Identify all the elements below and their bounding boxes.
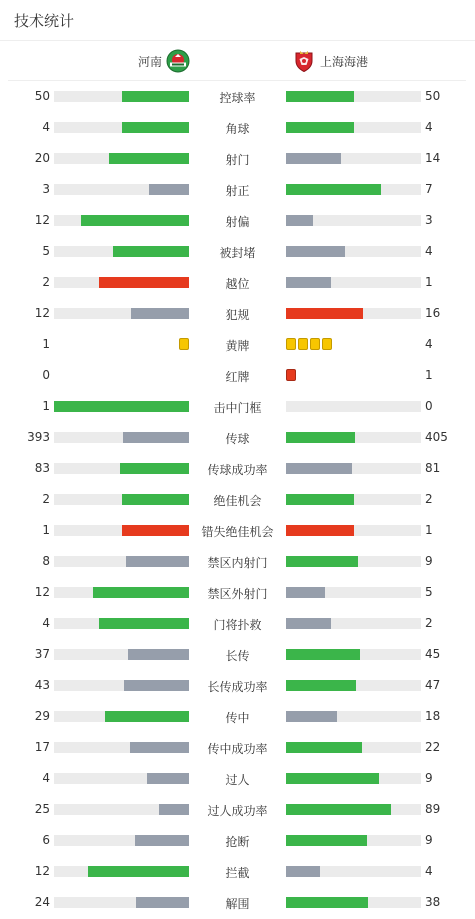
stat-row [0, 298, 475, 329]
home-value: 4 [42, 616, 50, 630]
home-bar-track [54, 525, 189, 536]
home-bar-fill [99, 277, 189, 288]
away-bar-track [286, 277, 421, 288]
home-value: 17 [34, 740, 50, 754]
home-bar-track [54, 494, 189, 505]
away-bar-fill [286, 277, 331, 288]
stat-label: 传球 [225, 432, 250, 446]
home-bar-fill [88, 866, 189, 877]
home-value: 37 [34, 647, 50, 661]
home-value: 24 [34, 895, 50, 909]
home-value: 29 [34, 709, 50, 723]
away-value: 7 [425, 182, 433, 196]
away-bar-fill [286, 897, 368, 908]
away-bar-track [286, 246, 421, 257]
home-value: 393 [27, 430, 50, 444]
home-bar-track [54, 587, 189, 598]
stat-row [0, 112, 475, 143]
home-bar-fill [122, 525, 190, 536]
away-team-name: 上海海港 [320, 54, 369, 69]
away-bar-fill [286, 773, 379, 784]
stat-row [0, 422, 475, 453]
away-bar-track [286, 494, 421, 505]
away-value: 1 [425, 368, 433, 382]
away-bar-track [286, 463, 421, 474]
away-bar-track [286, 680, 421, 691]
away-cards [286, 338, 334, 351]
home-value: 1 [42, 337, 50, 351]
away-bar-track [286, 184, 421, 195]
home-value: 83 [34, 461, 50, 475]
home-value: 50 [34, 89, 50, 103]
stat-row [0, 763, 475, 794]
away-bar-track [286, 773, 421, 784]
stat-row [0, 484, 475, 515]
away-value: 0 [425, 399, 433, 413]
stat-row [0, 391, 475, 422]
stat-label: 角球 [225, 122, 250, 136]
red-card-icon [286, 369, 296, 381]
away-bar-fill [286, 680, 356, 691]
stat-label: 击中门框 [213, 401, 262, 415]
home-bar-track [54, 618, 189, 629]
yellow-card-icon [310, 338, 320, 350]
home-bar-track [54, 91, 189, 102]
stat-row [0, 794, 475, 825]
home-value: 25 [34, 802, 50, 816]
home-value: 4 [42, 771, 50, 785]
home-value: 12 [34, 213, 50, 227]
home-bar-fill [54, 401, 189, 412]
stat-label: 禁区内射门 [207, 556, 268, 570]
stat-row [0, 515, 475, 546]
stat-row [0, 546, 475, 577]
away-value: 9 [425, 771, 433, 785]
home-bar-track [54, 897, 189, 908]
stat-label: 过人成功率 [207, 804, 268, 818]
home-bar-fill [93, 587, 189, 598]
away-bar-fill [286, 246, 345, 257]
stat-row [0, 81, 475, 112]
stat-label: 黄牌 [225, 339, 250, 353]
stat-label: 长传成功率 [207, 680, 268, 694]
away-bar-track [286, 649, 421, 660]
away-value: 22 [425, 740, 441, 754]
away-value: 2 [425, 492, 433, 506]
away-value: 1 [425, 275, 433, 289]
home-bar-fill [147, 773, 189, 784]
home-bar-fill [135, 835, 189, 846]
home-bar-track [54, 556, 189, 567]
away-value: 3 [425, 213, 433, 227]
stat-label: 越位 [225, 277, 250, 291]
yellow-card-icon [179, 338, 189, 350]
away-team [292, 50, 368, 72]
stat-label: 射正 [225, 184, 250, 198]
stat-row [0, 267, 475, 298]
shanghai-port-crest-icon [292, 49, 316, 73]
stat-label: 过人 [225, 773, 250, 787]
stats-list [0, 81, 475, 918]
home-bar-track [54, 122, 189, 133]
home-bar-fill [122, 91, 190, 102]
home-value: 4 [42, 120, 50, 134]
home-bar-track [54, 773, 189, 784]
away-value: 4 [425, 864, 433, 878]
away-value: 38 [425, 895, 441, 909]
home-bar-fill [105, 711, 189, 722]
home-bar-fill [124, 680, 189, 691]
stat-row [0, 174, 475, 205]
stat-label: 长传 [225, 649, 250, 663]
away-bar-fill [286, 91, 354, 102]
home-value: 8 [42, 554, 50, 568]
away-value: 9 [425, 833, 433, 847]
header [0, 0, 475, 41]
away-bar-fill [286, 835, 367, 846]
home-bar-track [54, 308, 189, 319]
stat-row [0, 670, 475, 701]
yellow-card-icon [322, 338, 332, 350]
home-bar-fill [128, 649, 189, 660]
away-bar-track [286, 525, 421, 536]
away-bar-fill [286, 556, 358, 567]
home-bar-track [54, 463, 189, 474]
away-bar-track [286, 711, 421, 722]
away-value: 4 [425, 120, 433, 134]
stat-row [0, 205, 475, 236]
away-bar-track [286, 122, 421, 133]
home-value: 3 [42, 182, 50, 196]
stat-row [0, 360, 475, 391]
away-bar-fill [286, 463, 352, 474]
away-bar-track [286, 308, 421, 319]
home-value: 20 [34, 151, 50, 165]
stat-label: 传中成功率 [207, 742, 268, 756]
stat-label: 绝佳机会 [213, 494, 262, 508]
home-value: 12 [34, 306, 50, 320]
away-bar-fill [286, 153, 341, 164]
stat-row [0, 143, 475, 174]
page-title: 技术统计 [14, 12, 75, 30]
away-bar-track [286, 432, 421, 443]
home-bar-track [54, 680, 189, 691]
home-bar-fill [122, 494, 190, 505]
home-bar-fill [130, 742, 189, 753]
home-bar-track [54, 153, 189, 164]
away-value: 89 [425, 802, 441, 816]
away-value: 5 [425, 585, 433, 599]
home-bar-fill [81, 215, 189, 226]
away-value: 405 [425, 430, 448, 444]
home-bar-fill [99, 618, 189, 629]
stat-label: 传球成功率 [207, 463, 268, 477]
away-bar-fill [286, 618, 331, 629]
away-value: 4 [425, 244, 433, 258]
home-team-name: 河南 [137, 54, 162, 69]
home-bar-fill [120, 463, 189, 474]
away-value: 81 [425, 461, 441, 475]
stat-row [0, 887, 475, 918]
away-value: 16 [425, 306, 441, 320]
away-bar-fill [286, 711, 337, 722]
away-bar-fill [286, 184, 381, 195]
away-bar-track [286, 804, 421, 815]
stat-label: 门将扑救 [213, 618, 262, 632]
home-bar-fill [126, 556, 189, 567]
stat-row [0, 732, 475, 763]
home-bar-fill [131, 308, 189, 319]
home-bar-track [54, 215, 189, 226]
henan-fc-crest-icon [166, 49, 190, 73]
home-bar-fill [149, 184, 190, 195]
home-value: 6 [42, 833, 50, 847]
stat-label: 射偏 [225, 215, 250, 229]
away-bar-track [286, 215, 421, 226]
home-value: 0 [42, 368, 50, 382]
teams-header [8, 41, 466, 81]
home-bar-track [54, 866, 189, 877]
home-value: 2 [42, 275, 50, 289]
stat-row [0, 329, 475, 360]
stat-row [0, 453, 475, 484]
away-value: 50 [425, 89, 441, 103]
home-bar-track [54, 804, 189, 815]
home-bar-fill [113, 246, 189, 257]
stat-label: 传中 [225, 711, 250, 725]
away-value: 2 [425, 616, 433, 630]
home-bar-fill [123, 432, 189, 443]
home-bar-track [54, 711, 189, 722]
away-bar-track [286, 866, 421, 877]
home-bar-track [54, 835, 189, 846]
away-value: 9 [425, 554, 433, 568]
away-bar-track [286, 742, 421, 753]
home-bar-fill [159, 804, 189, 815]
home-bar-fill [122, 122, 190, 133]
stat-label: 射门 [225, 153, 250, 167]
stat-row [0, 236, 475, 267]
away-bar-fill [286, 804, 391, 815]
stat-label: 红牌 [225, 370, 250, 384]
away-bar-track [286, 587, 421, 598]
away-bar-fill [286, 308, 363, 319]
home-value: 5 [42, 244, 50, 258]
stat-label: 解围 [225, 897, 250, 911]
home-bar-track [54, 277, 189, 288]
stat-label: 控球率 [219, 91, 256, 105]
away-bar-fill [286, 122, 354, 133]
away-bar-fill [286, 525, 354, 536]
stat-label: 犯规 [225, 308, 250, 322]
away-value: 18 [425, 709, 441, 723]
home-bar-track [54, 432, 189, 443]
away-value: 45 [425, 647, 441, 661]
home-value: 1 [42, 399, 50, 413]
yellow-card-icon [298, 338, 308, 350]
home-cards [177, 338, 189, 351]
away-value: 14 [425, 151, 441, 165]
away-bar-track [286, 153, 421, 164]
home-bar-track [54, 742, 189, 753]
stat-row [0, 856, 475, 887]
away-bar-fill [286, 649, 360, 660]
away-bar-fill [286, 215, 313, 226]
away-bar-track [286, 91, 421, 102]
stat-row [0, 639, 475, 670]
home-value: 1 [42, 523, 50, 537]
away-cards [286, 369, 298, 382]
home-bar-fill [109, 153, 189, 164]
stat-label: 被封堵 [219, 246, 256, 260]
away-value: 4 [425, 337, 433, 351]
stat-label: 错失绝佳机会 [201, 525, 274, 539]
stat-label: 禁区外射门 [207, 587, 268, 601]
home-value: 43 [34, 678, 50, 692]
stat-label: 拦截 [225, 866, 250, 880]
away-bar-fill [286, 866, 320, 877]
home-bar-track [54, 246, 189, 257]
away-bar-track [286, 618, 421, 629]
away-bar-fill [286, 587, 325, 598]
away-bar-fill [286, 432, 355, 443]
yellow-card-icon [286, 338, 296, 350]
away-bar-track [286, 401, 421, 412]
away-value: 47 [425, 678, 441, 692]
away-bar-track [286, 835, 421, 846]
home-team [138, 50, 190, 72]
away-bar-track [286, 556, 421, 567]
home-bar-track [54, 184, 189, 195]
away-bar-fill [286, 742, 362, 753]
stat-row [0, 577, 475, 608]
home-value: 2 [42, 492, 50, 506]
stat-row [0, 608, 475, 639]
away-value: 1 [425, 523, 433, 537]
stat-row [0, 825, 475, 856]
stat-row [0, 701, 475, 732]
home-bar-fill [136, 897, 189, 908]
home-bar-track [54, 649, 189, 660]
stat-label: 抢断 [225, 835, 250, 849]
away-bar-track [286, 897, 421, 908]
home-value: 12 [34, 864, 50, 878]
away-bar-fill [286, 494, 354, 505]
home-value: 12 [34, 585, 50, 599]
home-bar-track [54, 401, 189, 412]
